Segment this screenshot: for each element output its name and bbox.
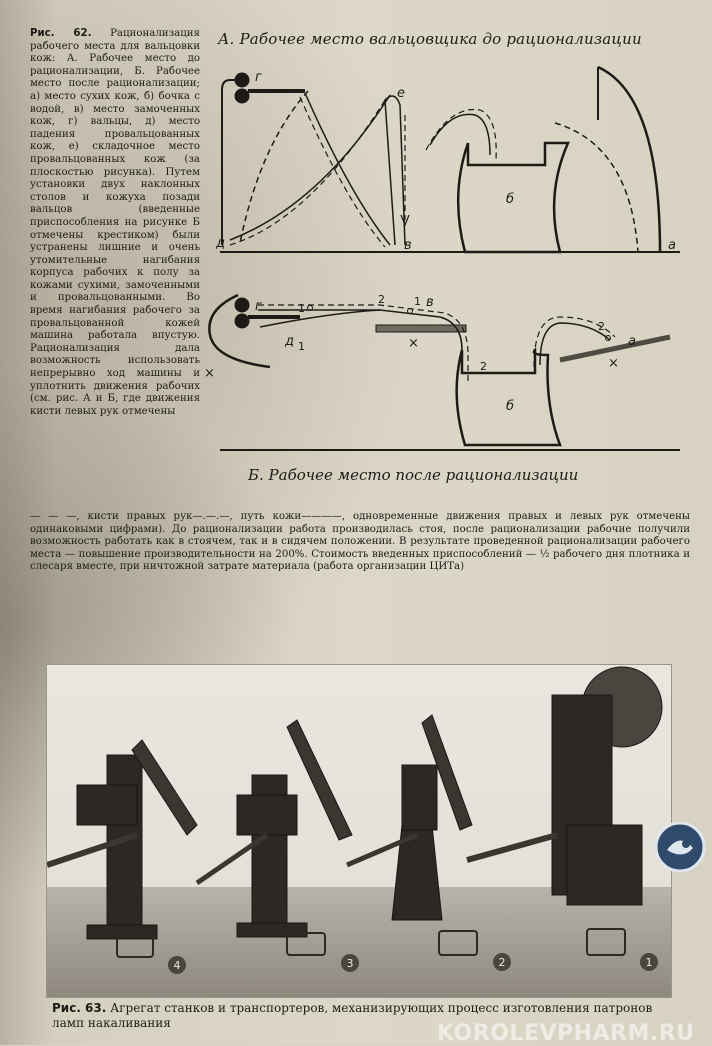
- roller-bottom-a: [235, 89, 249, 103]
- label-e-a: е: [397, 86, 405, 101]
- diagram-a: [220, 67, 680, 252]
- label-b-a: б: [506, 192, 515, 207]
- label-g-b: г: [255, 299, 262, 314]
- fig62-caption-continued: — — —, кисти правых рук—.—.—, путь кожи————, одновременные движения правых и левых рук отмечены одинаковыми цифрами). До рационализации работа производилась стоя, после рационализации рабочие получили возможность работать как в стоячем, так и в сидячем положении. В результате проведенной рационализации рабочего места — повышение производительности на 200%. Стоимость введенных приспособлений — ½ рабочего дня плотника и слесаря вместе, при ничтожной затрате материала (работа организации ЦИТа): [30, 511, 690, 573]
- label-g-a: г: [255, 70, 262, 85]
- fig63-caption-text: Агрегат станков и транспортеров, механизирующих процесс изготовления патронов ламп накаливания: [52, 1001, 653, 1030]
- roller-bottom-b: [235, 314, 249, 328]
- path-arc-a: [240, 91, 308, 243]
- num-1c-b: 1: [298, 340, 305, 353]
- label-a-b: а: [628, 334, 636, 349]
- fig63-caption-label: Рис. 63.: [52, 1001, 107, 1015]
- roller-top-b: [235, 298, 249, 312]
- fig63-photo: [46, 664, 672, 998]
- cross-mark-b2: ×: [204, 366, 215, 381]
- stage-number-4: 4: [173, 959, 181, 972]
- shelf-arc-a: [598, 67, 660, 252]
- fig62-diagrams: [200, 55, 690, 465]
- fig62-caption-label: Рис. 62.: [30, 28, 92, 39]
- stage-number-2: 2: [498, 956, 506, 969]
- path-cross-a2: [230, 100, 385, 245]
- machines-illustration: [47, 665, 671, 997]
- diagram-b-title: Б. Рабочее место после рационализации: [248, 466, 579, 484]
- label-b-b: б: [506, 399, 515, 414]
- num-1-b: 1: [298, 302, 305, 315]
- label-d-a: д: [216, 236, 225, 251]
- diagram-a-title: А. Рабочее место вальцовщика до рационализации: [218, 30, 642, 48]
- barrel-b: [457, 350, 560, 445]
- watermark: KOROLEVPHARM.RU: [437, 1021, 695, 1046]
- label-d-b: д: [285, 334, 294, 349]
- label-v-b: в: [426, 295, 434, 310]
- path-rise-a: [385, 96, 405, 245]
- label-a-a: а: [668, 238, 676, 253]
- machine-1: [467, 667, 662, 905]
- stage-number-1: 1: [645, 956, 653, 969]
- path-cross-a3: [305, 93, 390, 245]
- path-barrel-a: [430, 114, 490, 155]
- num-2c-b: 2: [598, 320, 605, 333]
- num-1b-b: 1: [414, 295, 421, 308]
- site-logo-icon: [653, 820, 707, 874]
- fig62-caption-text: Рационализация рабочего места для вальцовки кож: А. Рабочее место до рационализации, Б. Рабочее место после рационализации; а) место сухих кож, б) бочка с водой, в) место замоченных кож, г) вальцы, д) место падения провальцованных кож, е) складочное место провальцованных кож (за плоскостью рисунка). Путем установки двух наклонных столов и кожуха позади вальцов (введенные приспособления на рисунке Б отмечены крестиком) были устранены лишние и очень утомительные нагибания корпуса рабочих к полу за кожами сухими, замоченными и провальцованными. Во время нагибания рабочего за провальцованной кожей машина работала впустую. Рационализация дала возможность использовать непрерывно ход машины и уплотнить движения рабочих (см. рис. А и Б, где движения кисти левых рук отмечены: [30, 28, 200, 417]
- num-2-b: 2: [378, 293, 385, 306]
- path-cross-a1: [230, 95, 390, 240]
- cross-mark-b3: ×: [608, 356, 619, 371]
- incline-table-b: [376, 325, 466, 332]
- num-2b-b: 2: [480, 360, 487, 373]
- fig62-caption: [30, 28, 200, 418]
- stage-number-3: 3: [346, 957, 354, 970]
- machine-frame-a: [222, 80, 242, 245]
- diagram-b: [209, 295, 680, 450]
- label-v-a: в: [404, 238, 412, 253]
- cross-mark-b1: ×: [408, 336, 419, 351]
